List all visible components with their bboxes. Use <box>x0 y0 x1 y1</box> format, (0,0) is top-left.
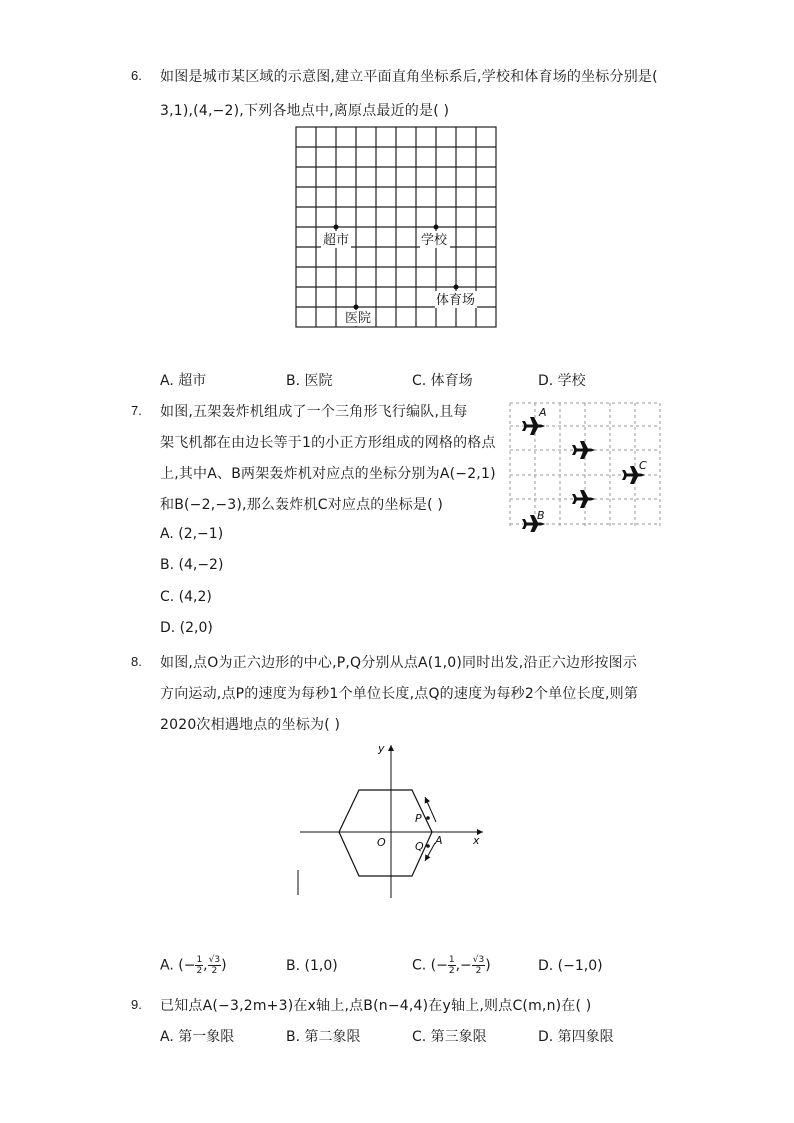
question-7-number: 7. <box>131 403 142 418</box>
question-7-text-line2: 架飞机都在由边长等于1的小正方形组成的网格的格点 <box>160 435 496 451</box>
q6-option-a[interactable]: A. 超市 <box>160 373 207 389</box>
stadium-label: 体育场 <box>436 293 476 308</box>
bomber-b-label: B <box>537 509 545 522</box>
q8-option-c-suffix: ) <box>485 957 491 974</box>
q8-option-d[interactable]: D. (−1,0) <box>538 958 603 974</box>
q6-option-c[interactable]: C. 体育场 <box>412 373 473 389</box>
stadium-point <box>454 285 459 290</box>
question-9-text-line1: 已知点A(−3,2m+3)在x轴上,点B(n−4,4)在y轴上,则点C(m,n)在( ) <box>160 998 592 1014</box>
q8-option-a-prefix: A. (− <box>160 957 196 974</box>
point-q <box>426 844 430 848</box>
p-label: P <box>415 812 422 825</box>
point-p <box>426 816 430 820</box>
q8-option-b[interactable]: B. (1,0) <box>286 958 338 974</box>
y-axis-label: y <box>378 742 385 755</box>
question-7-text-line1: 如图,五架轰炸机组成了一个三角形飞行编队,且每 <box>160 404 468 420</box>
q9-option-a[interactable]: A. 第一象限 <box>160 1029 235 1045</box>
fraction-sqrt3-over-2: $\frac{√3}{2}$ <box>472 955 485 976</box>
question-7-text-line4: 和B(−2,−3),那么轰炸机C对应点的坐标是( ) <box>160 497 444 513</box>
q8-option-c[interactable] <box>412 955 491 976</box>
q7-option-a[interactable]: A. (2,−1) <box>160 526 224 542</box>
hexagon-diagram <box>295 740 490 900</box>
bomber-a-label: A <box>539 406 547 419</box>
q9-option-b[interactable]: B. 第二象限 <box>286 1029 361 1045</box>
q6-option-d[interactable]: D. 学校 <box>538 373 586 389</box>
q8-option-c-separator: ,− <box>455 957 472 974</box>
q9-option-c[interactable]: C. 第三象限 <box>412 1029 487 1045</box>
hospital-point <box>354 305 359 310</box>
fraction-one-half: $\frac{1}{2}$ <box>196 955 203 976</box>
q8-option-a[interactable] <box>160 955 227 976</box>
bomber-c-label: C <box>639 459 647 472</box>
bomber-formation-grid <box>505 398 665 532</box>
q7-option-d[interactable]: D. (2,0) <box>160 620 213 636</box>
hospital-label: 医院 <box>345 311 372 326</box>
question-8-number: 8. <box>131 654 142 669</box>
x-axis-label: x <box>473 834 480 847</box>
city-map-grid <box>290 122 502 334</box>
q8-option-c-prefix: C. (− <box>412 957 448 974</box>
origin-label: O <box>377 836 386 849</box>
fraction-sqrt3-over-2: $\frac{√3}{2}$ <box>208 955 221 976</box>
question-8-text-line2: 方向运动,点P的速度为每秒1个单位长度,点Q的速度为每秒2个单位长度,则第 <box>160 686 639 702</box>
question-6-number: 6. <box>131 68 142 83</box>
q7-option-b[interactable]: B. (4,−2) <box>160 557 224 573</box>
question-8-text-line3: 2020次相遇地点的坐标为( ) <box>160 717 341 733</box>
question-9-number: 9. <box>131 997 142 1012</box>
bomber-2-icon <box>572 441 595 459</box>
question-7-text-line3: 上,其中A、B两架轰炸机对应点的坐标分别为A(−2,1) <box>160 466 496 482</box>
q7-option-c[interactable]: C. (4,2) <box>160 589 212 605</box>
supermarket-label: 超市 <box>323 233 350 248</box>
q9-option-d[interactable]: D. 第四象限 <box>538 1029 614 1045</box>
q-label: Q <box>415 840 424 853</box>
question-8-text-line1: 如图,点O为正六边形的中心,P,Q分别从点A(1,0)同时出发,沿正六边形按图示 <box>160 655 638 671</box>
question-6-text-line1: 如图是城市某区域的示意图,建立平面直角坐标系后,学校和体育场的坐标分别是( <box>160 69 658 85</box>
q8-option-a-separator: , <box>203 957 208 974</box>
q6-option-b[interactable]: B. 医院 <box>286 373 333 389</box>
bomber-a-icon <box>522 417 545 435</box>
school-point <box>434 225 439 230</box>
q8-option-a-suffix: ) <box>221 957 227 974</box>
bomber-4-icon <box>572 490 595 508</box>
a-label: A <box>435 834 443 847</box>
question-6-text-line2: 3,1),(4,−2),下列各地点中,离原点最近的是( ) <box>160 103 450 119</box>
supermarket-point <box>334 225 339 230</box>
fraction-one-half: $\frac{1}{2}$ <box>448 955 455 976</box>
regular-hexagon <box>339 790 432 876</box>
school-label: 学校 <box>421 233 448 248</box>
